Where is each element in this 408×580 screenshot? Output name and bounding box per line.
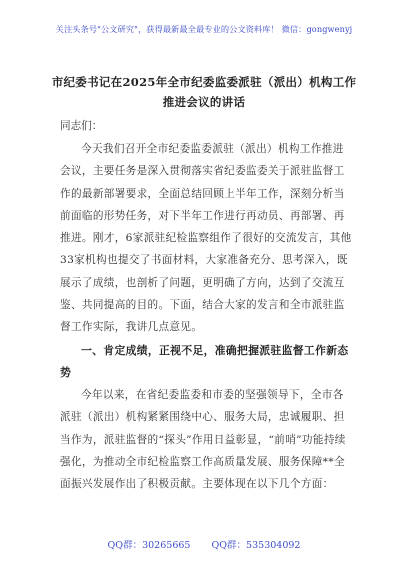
footer-qq-group-1: QQ群：30265665 bbox=[107, 540, 191, 551]
document-title-line-1: 市纪委书记在2025年全市纪委监委派驻（派出）机构工作 bbox=[51, 75, 357, 89]
top-banner: 关注头条号"公文研究"，获得最新最全最专业的公文资料库！ 微信：gongwenyj bbox=[55, 24, 353, 34]
section-heading-1: 一、肯定成绩，正视不足，准确把握派驻监督工作新态势 bbox=[60, 344, 349, 379]
paragraph-section-1: 今年以来，在省纪委监委和市委的坚强领导下，全市各派驻（派出）机构紧紧围绕中心、服务大局，忠诚履职、担当作为，派驻监督的“探头”作用日益彰显，“前哨”功能持续强化，为推动全市纪检监察工作高质量发展、服务保障**全面振兴发展作出了积极贡献。主要体现在以下几个方面： bbox=[60, 389, 346, 491]
document-title-line-2: 推进会议的讲话 bbox=[162, 95, 246, 109]
paragraph-intro: 今天我们召开全市纪委监委派驻（派出）机构工作推进会议，主要任务是深入贯彻落实省纪委监委关于派驻监督工作的最新部署要求，全面总结回顾上半年工作，深刻分析当前面临的形势任务，对下半年工作进行再动员、再部署、再推进。刚才，6家派驻纪检监察组作了很好的交流发言，其他33家机构也提交了书面材料，大家准备充分、思考深入，既展示了成绩，也剖析了问题，更明确了方向，达到了交流互鉴、共同提高的目的。下面，结合大家的发言和全市派驻监督工作实际，我讲几点意见。 bbox=[60, 143, 352, 334]
footer-qq-group-2: QQ群：535304092 bbox=[211, 540, 301, 551]
footer-contact bbox=[0, 537, 408, 551]
salutation: 同志们： bbox=[60, 120, 103, 132]
